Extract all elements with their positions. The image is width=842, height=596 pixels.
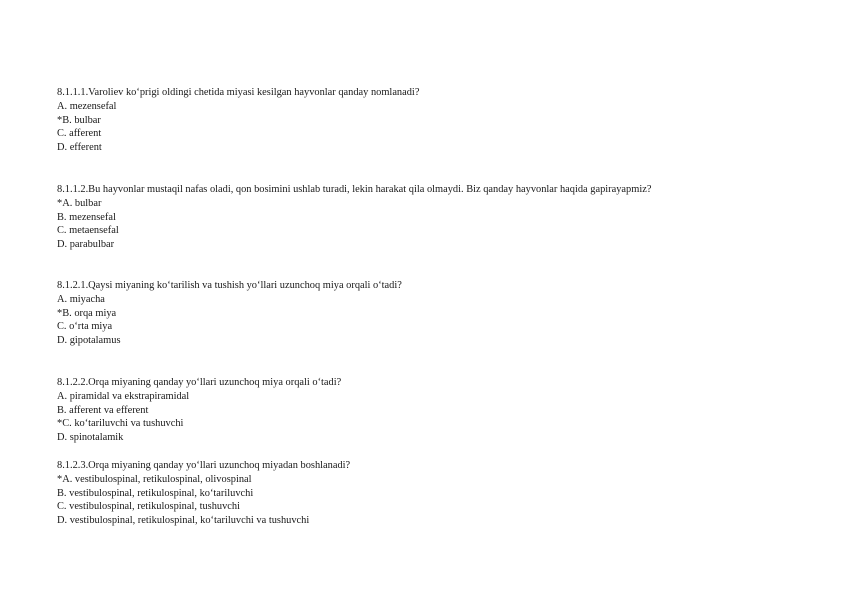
question-text: 8.1.2.1.Qaysi miyaning ko‘tarilish va tushish yo‘llari uzunchoq miya orqali o‘tadi? bbox=[57, 280, 402, 291]
answer-option-a: *A. bulbar bbox=[57, 197, 102, 209]
answer-option-c: C. metaensefal bbox=[57, 225, 119, 237]
question-8-1-1-2 bbox=[57, 183, 817, 252]
answer-option-b: *B. bulbar bbox=[57, 114, 101, 126]
answer-option-b: *B. orqa miya bbox=[57, 307, 117, 319]
question-8-1-2-2 bbox=[57, 376, 817, 445]
answer-option-d: D. gipotalamus bbox=[57, 335, 121, 347]
question-text: 8.1.1.1.Varoliev ko‘prigi oldingi chetida miyasi kesilgan hayvonlar qanday nomlanadi? bbox=[57, 87, 420, 98]
answer-option-b: B. mezensefal bbox=[57, 211, 116, 223]
answer-option-d: D. spinotalamik bbox=[57, 432, 124, 444]
answer-option-d: D. parabulbar bbox=[57, 239, 115, 251]
answer-option-c: *C. ko‘tariluvchi va tushuvchi bbox=[57, 418, 184, 430]
question-text: 8.1.2.3.Orqa miyaning qanday yo‘llari uzunchoq miyadan boshlanadi? bbox=[57, 460, 351, 471]
answer-option-c: C. o‘rta miya bbox=[57, 321, 113, 333]
answer-option-a: A. mezensefal bbox=[57, 100, 117, 112]
question-8-1-1-1 bbox=[57, 86, 817, 155]
question-text: 8.1.2.2.Orqa miyaning qanday yo‘llari uzunchoq miya orqali o‘tadi? bbox=[57, 377, 342, 388]
answer-option-c: C. vestibulospinal, retikulospinal, tushuvchi bbox=[57, 501, 240, 513]
answer-option-b: B. afferent va efferent bbox=[57, 404, 149, 416]
answer-option-a: A. piramidal va ekstrapiramidal bbox=[57, 390, 190, 402]
question-text: 8.1.1.2.Bu hayvonlar mustaqil nafas oladi, qon bosimini ushlab turadi, lekin harakat qila olmaydi. Biz qanday hayvonlar haqida gapirayapmiz? bbox=[57, 184, 652, 195]
answer-option-a: *A. vestibulospinal, retikulospinal, olivospinal bbox=[57, 473, 252, 485]
answer-option-b: B. vestibulospinal, retikulospinal, ko‘tariluvchi bbox=[57, 487, 254, 499]
answer-option-d: D. efferent bbox=[57, 142, 102, 154]
answer-option-d: D. vestibulospinal, retikulospinal, ko‘tariluvchi va tushuvchi bbox=[57, 515, 310, 527]
question-8-1-2-1 bbox=[57, 279, 817, 348]
answer-option-c: C. afferent bbox=[57, 128, 102, 140]
question-8-1-2-3 bbox=[57, 459, 817, 528]
answer-option-a: A. miyacha bbox=[57, 293, 105, 305]
